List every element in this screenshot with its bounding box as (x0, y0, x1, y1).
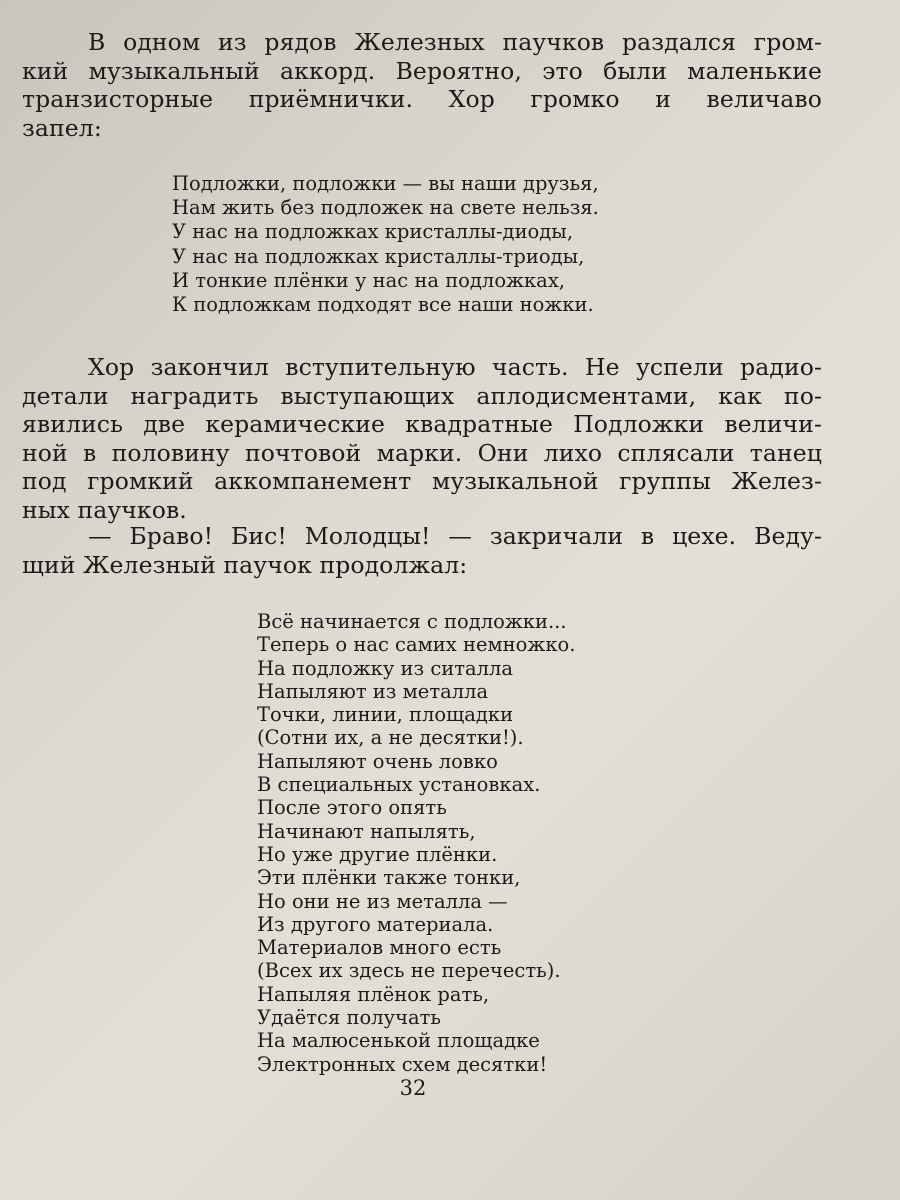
verse-line: Теперь о нас самих немножко. (257, 633, 576, 657)
verse-line: Подложки, подложки — вы наши друзья, (172, 172, 599, 195)
verse-line: (Всех их здесь не перечесть). (257, 959, 561, 983)
verse-line: У нас на подложках кристаллы-диоды, (172, 220, 574, 244)
text-line: щий Железный паучок продолжал: (22, 550, 468, 579)
verse-line: К подложкам подходят все наши ножки. (172, 293, 594, 317)
text-line: детали наградить выступающих аплодисментами, как по- (22, 381, 822, 410)
verse-line: Напыляя плёнок рать, (257, 982, 490, 1006)
text-line: запел: (22, 113, 102, 142)
verse-line: У нас на подложках кристаллы-триоды, (172, 244, 585, 268)
text-line: кий музыкальный аккорд. Вероятно, это были маленькие (22, 56, 822, 85)
paragraph-dance (22, 353, 822, 524)
verse-line: На малюсенькой площадке (257, 1029, 540, 1053)
verse-line: После этого опять (257, 796, 447, 820)
text-line: под громкий аккомпанемент музыкальной группы Желез- (22, 467, 822, 495)
verse-song (257, 610, 575, 1076)
verse-line: Эти плёнки также тонки, (257, 866, 521, 890)
verse-line: На подложку из ситалла (257, 656, 514, 680)
paragraph-text (22, 28, 822, 142)
text-line: транзисторные приёмнички. Хор громко и величаво (22, 85, 822, 113)
verse-line: Начинают напылять, (257, 819, 476, 843)
verse-line: Но они не из металла — (257, 889, 508, 913)
verse-line: Точки, линии, площадки (257, 703, 514, 727)
text-line: явились две керамические квадратные Подложки величи- (22, 410, 822, 438)
verse-line: (Сотни их, а не десятки!). (257, 726, 524, 750)
text-line: Хор закончил вступительную часть. Не успели радио- (88, 353, 822, 381)
paragraph-intro (22, 28, 822, 142)
page-number: 32 (399, 1076, 427, 1100)
verse-line: Электронных схем десятки! (257, 1052, 548, 1076)
verse-line: Материалов много есть (257, 936, 502, 960)
paragraph-bravo (22, 522, 822, 579)
paragraph-text (22, 522, 822, 579)
verse-line: В специальных установках. (257, 773, 541, 797)
verse-line: Но уже другие плёнки. (257, 842, 498, 866)
verse-line: Из другого материала. (257, 912, 494, 936)
text-line: ной в половину почтовой марки. Они лихо сплясали танец (22, 438, 822, 467)
verse-line: Удаётся получать (257, 1006, 441, 1030)
verse-line: Нам жить без подложек на свете нельзя. (172, 196, 599, 220)
paragraph-text (22, 353, 822, 524)
verse-line: И тонкие плёнки у нас на подложках, (172, 268, 566, 292)
verse-line: Напыляют из металла (257, 679, 489, 703)
text-line: В одном из рядов Железных паучков раздался гром- (88, 28, 822, 56)
verse-chorus (172, 172, 599, 317)
verse-line: Напыляют очень ловко (257, 749, 498, 773)
text-line: — Браво! Бис! Молодцы! — закричали в цехе. Веду- (88, 522, 822, 550)
text-line: ных паучков. (22, 495, 187, 524)
verse-line: Всё начинается с подложки... (257, 610, 567, 633)
